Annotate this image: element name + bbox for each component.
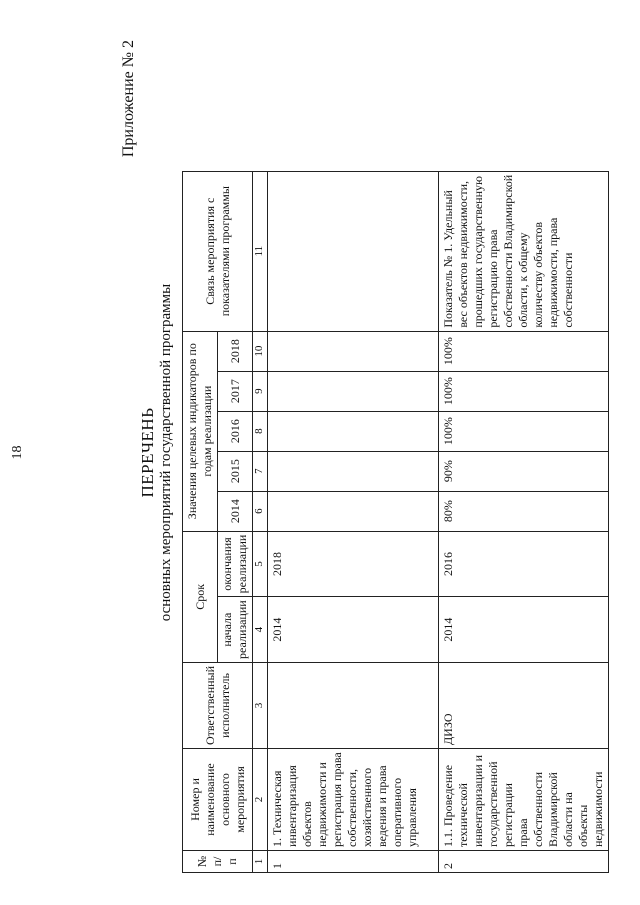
header-link: Связь мероприятия с показателями программы	[183, 171, 253, 331]
row-num: 2	[439, 851, 609, 873]
row-start: 2014	[268, 597, 439, 663]
column-index: 10	[253, 331, 268, 371]
row-start: 2014	[439, 597, 609, 663]
header-term: Срок	[183, 531, 218, 662]
row-link	[268, 171, 439, 331]
row-value	[268, 411, 439, 451]
row-value: 100%	[439, 371, 609, 411]
header-year: 2017	[218, 371, 253, 411]
header-executor: Ответственный исполнитель	[183, 662, 253, 748]
column-index: 4	[253, 597, 268, 663]
row-value: 80%	[439, 491, 609, 531]
header-year: 2014	[218, 491, 253, 531]
column-index: 1	[253, 851, 268, 873]
row-end: 2018	[268, 531, 439, 597]
row-end: 2016	[439, 531, 609, 597]
page-number: 18	[10, 445, 25, 460]
header-name: Номер и наименование основного мероприятия	[183, 749, 253, 851]
document-title: ПЕРЕЧЕНЬ	[138, 407, 157, 498]
column-index: 8	[253, 411, 268, 451]
header-term-start: начала реализации	[218, 597, 253, 663]
row-value: 100%	[439, 411, 609, 451]
header-term-end: окончания реализации	[218, 531, 253, 597]
row-value: 90%	[439, 451, 609, 491]
column-index: 11	[253, 171, 268, 331]
table-row	[268, 171, 439, 872]
row-executor	[268, 662, 439, 748]
column-index: 3	[253, 662, 268, 748]
row-value: 100%	[439, 331, 609, 371]
row-name: 1. Техническая инвентаризация объектов недвижимости и регистрация права собственности, хозяйственного ведения и права оперативного управления	[268, 749, 439, 851]
header-year: 2015	[218, 451, 253, 491]
column-index: 5	[253, 531, 268, 597]
row-value	[268, 371, 439, 411]
column-index: 7	[253, 451, 268, 491]
column-index: 6	[253, 491, 268, 531]
row-value	[268, 331, 439, 371]
column-index-row	[253, 171, 268, 872]
row-value	[268, 451, 439, 491]
document-subtitle: основных мероприятий государственной программы	[158, 283, 174, 622]
appendix-label: Приложение № 2	[120, 40, 137, 158]
header-year: 2016	[218, 411, 253, 451]
row-executor: ДИЗО	[439, 662, 609, 748]
column-index: 9	[253, 371, 268, 411]
header-indicators: Значения целевых индикаторов по годам реализации	[183, 331, 218, 531]
header-num: № п/п	[183, 851, 253, 873]
row-value	[268, 491, 439, 531]
measures-table	[182, 171, 609, 873]
table-row	[439, 171, 609, 872]
row-num: 1	[268, 851, 439, 873]
column-index: 2	[253, 749, 268, 851]
header-row-1	[183, 171, 218, 872]
row-link: Показатель № 1. Удельный вес объектов недвижимости, прошедших государственную регистрацию права собственности Владимирской области, к общему количеству объектов недвижимости, права собственности	[439, 171, 609, 331]
header-year: 2018	[218, 331, 253, 371]
row-name: 1.1. Проведение технической инвентаризации и государственной регистрации права собственности Владимирской области на объекты недвижимости	[439, 749, 609, 851]
